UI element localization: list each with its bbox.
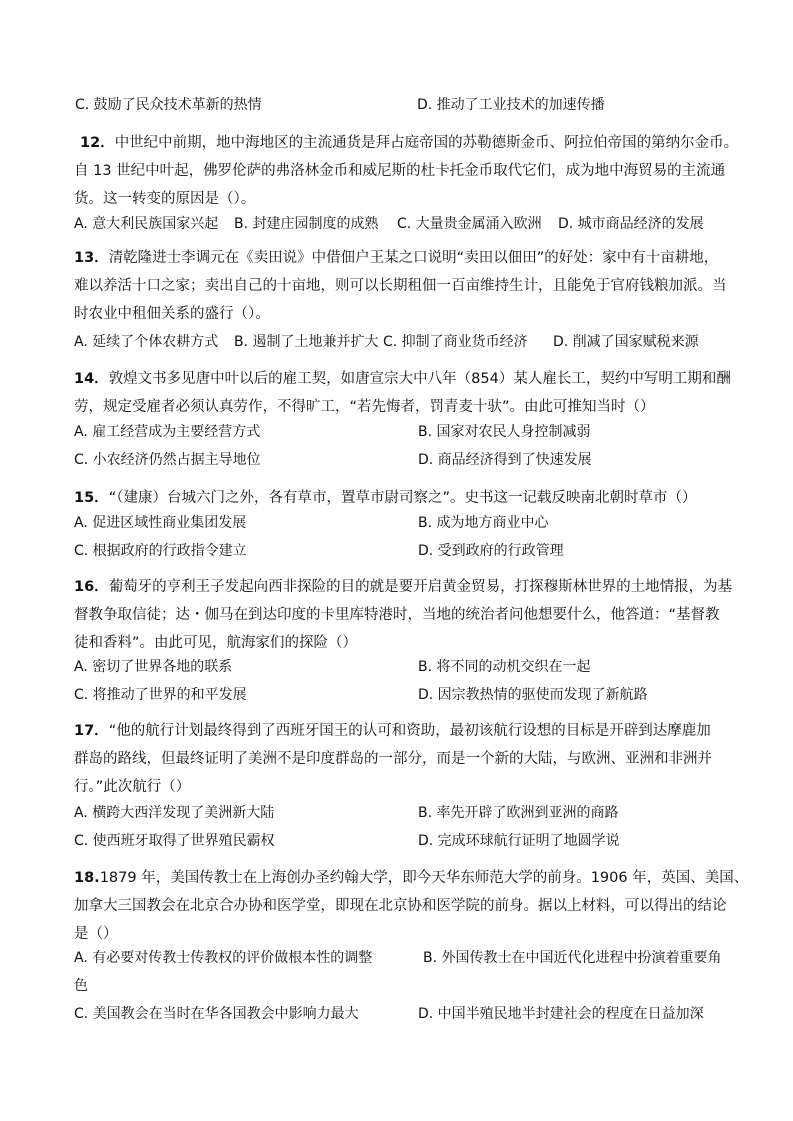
- question-12-stem: [74, 129, 739, 213]
- option-q11-d: D. 推动了工业技术的加速传播: [417, 97, 605, 113]
- question-line: 时农业中租佃关系的盛行（）。: [74, 306, 270, 322]
- question-line: 徒和香料”。由此可见，航海家们的探险（）: [74, 635, 358, 651]
- option-q13-c: C. 抑制了商业货币经济: [383, 334, 528, 350]
- option-q14-b: B. 国家对农民人身控制减弱: [418, 424, 591, 440]
- question-15-stem: [74, 484, 724, 512]
- option-q14-a: A. 雇工经营成为主要经营方式: [74, 424, 261, 440]
- option-q14-c: C. 小农经济仍然占据主导地位: [74, 452, 261, 468]
- question-number: 13．: [74, 250, 109, 266]
- option-q17-d: D. 完成环球航行证明了地圆学说: [418, 833, 620, 849]
- option-q18-a: A. 有必要对传教士传教权的评价做根本性的调整: [74, 950, 373, 966]
- question-17-stem: [74, 717, 724, 801]
- question-line: 货。这一转变的原因是（）。: [74, 191, 256, 207]
- question-line: 群岛的路线，但最终证明了美洲不是印度群岛的一部分，而是一个新的大陆，与欧洲、亚洲和非洲并: [74, 751, 712, 767]
- question-line: 行。”此次航行（）: [74, 779, 191, 795]
- question-line: 劳，规定受雇者必须认真劳作，不得旷工，“若先悔者，罚青麦十驮”。由此可推知当时（）: [74, 399, 655, 415]
- question-18-stem: [74, 864, 749, 948]
- option-q17-a: A. 横跨大西洋发现了美洲新大陆: [74, 805, 275, 821]
- question-14-stem: [74, 365, 731, 421]
- question-line: 清乾隆进士李调元在《卖田说》中借佃户王某之口说明“卖田以佃田”的好处：家中有十亩耕地，: [108, 250, 719, 266]
- option-q11-c: C. 鼓励了民众技术革新的热情: [75, 97, 262, 113]
- option-q15-a: A. 促进区域性商业集团发展: [74, 515, 247, 531]
- question-line: 督教争取信徒；达・伽马在到达印度的卡里库特港时，当地的统治者问他想要什么，他答道：“基督教: [74, 607, 720, 623]
- question-line: 难以养活十口之家；卖出自己的十亩地，则可以长期租佃一百亩维持生计，且能免于官府钱粮加派。当: [74, 278, 727, 294]
- option-q12-a: A. 意大利民族国家兴起: [74, 216, 219, 232]
- option-q13-d: D. 削减了国家赋税来源: [553, 334, 699, 350]
- question-number: 14．: [74, 371, 109, 387]
- question-number: 17．: [74, 723, 109, 739]
- question-line: “他的航行计划最终得到了西班牙国王的认可和资助，最初该航行设想的目标是开辟到达摩鹿加: [108, 723, 711, 739]
- option-q12-b: B. 封建庄园制度的成熟: [234, 216, 379, 232]
- option-q18-b: B. 外国传教士在中国近代化进程中扮演着重要角: [423, 950, 722, 966]
- option-q16-c: C. 将推动了世界的和平发展: [74, 687, 247, 703]
- question-16-stem: [74, 573, 733, 657]
- question-line: 自 13 世纪中叶起，佛罗伦萨的弗洛林金币和威尼斯的杜卡托金币取代它们，成为地中海贸易的主流通: [74, 163, 726, 179]
- option-q18-c: C. 美国教会在当时在华各国教会中影响力最大: [74, 1006, 359, 1022]
- question-line: 敦煌文书多见唐中叶以后的雇工契，如唐宣宗大中八年（854）某人雇长工，契约中写明工期和酬: [108, 371, 731, 387]
- question-line: 葡萄牙的亨利王子发起向西非探险的目的就是要开启黄金贸易，打探穆斯林世界的土地情报，为基: [108, 579, 733, 595]
- option-q15-d: D. 受到政府的行政管理: [418, 543, 564, 559]
- option-q13-a: A. 延续了个体农耕方式: [74, 334, 219, 350]
- question-line: “（建康）台城六门之外，各有草市，置草市尉司察之”。史书这一记载反映南北朝时草市（）: [108, 490, 697, 506]
- question-line: 中世纪中前期，地中海地区的主流通货是拜占庭帝国的苏勒德斯金币、阿拉伯帝国的第纳尔金币。: [114, 135, 739, 151]
- question-13-stem: [74, 244, 727, 328]
- option-q12-d: D. 城市商品经济的发展: [558, 216, 704, 232]
- option-q16-b: B. 将不同的动机交织在一起: [418, 659, 591, 675]
- option-q13-b: B. 遏制了土地兼并扩大: [234, 334, 379, 350]
- question-line: 加拿大三国教会在北京合办协和医学堂，即现在北京协和医学院的前身。据以上材料，可以得出的结论: [74, 898, 727, 914]
- question-number: 12．: [80, 135, 115, 151]
- option-q15-b: B. 成为地方商业中心: [418, 515, 549, 531]
- option-q16-a: A. 密切了世界各地的联系: [74, 659, 233, 675]
- option-q12-c: C. 大量贵金属涌入欧洲: [397, 216, 542, 232]
- question-line: 是（）: [74, 926, 118, 942]
- option-q15-c: C. 根据政府的行政指令建立: [74, 543, 247, 559]
- option-q18-d: D. 中国半殖民地半封建社会的程度在日益加深: [418, 1006, 704, 1022]
- option-q17-c: C. 使西班牙取得了世界殖民霸权: [74, 833, 275, 849]
- question-line: 1879 年，美国传教士在上海创办圣约翰大学，即今天华东师范大学的前身。1906 年，英国、美国、: [99, 870, 749, 886]
- option-q16-d: D. 因宗教热情的驱使而发现了新航路: [418, 687, 648, 703]
- option-q14-d: D. 商品经济得到了快速发展: [418, 452, 592, 468]
- option-q17-b: B. 率先开辟了欧洲到亚洲的商路: [418, 805, 619, 821]
- option-q18-b-continued: 色: [74, 978, 88, 994]
- question-number: 18.: [74, 870, 100, 886]
- question-number: 16．: [74, 579, 109, 595]
- question-number: 15．: [74, 490, 109, 506]
